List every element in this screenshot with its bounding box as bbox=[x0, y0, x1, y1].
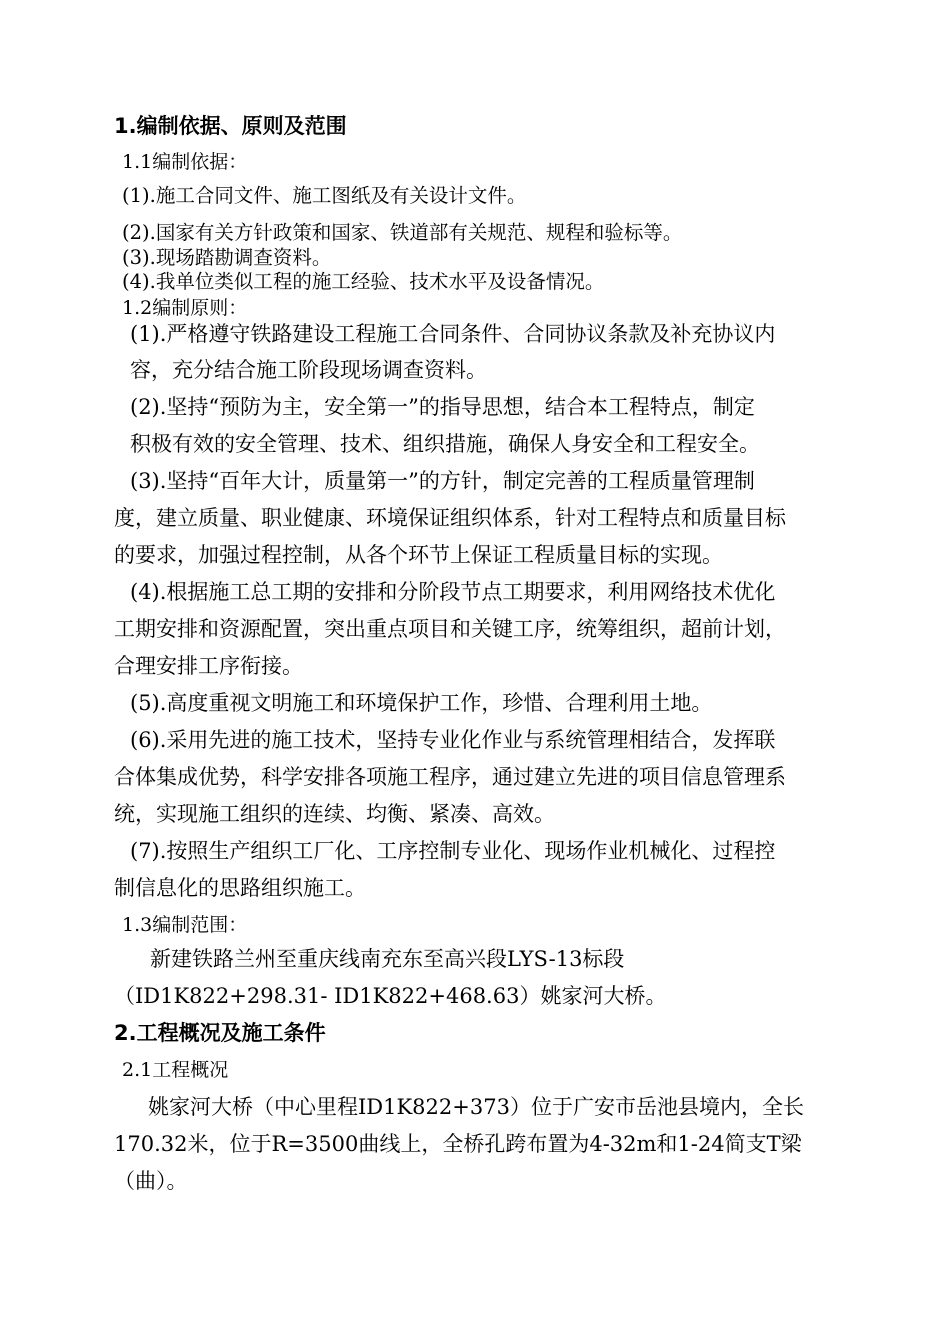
overview-line-2: 170.32米，位于R=3500曲线上，全桥孔跨布置为4-32m和1-24简支T梁 bbox=[114, 1132, 802, 1156]
section-1-3-heading: 1.3编制范围： bbox=[122, 914, 248, 936]
overview-line-1: 姚家河大桥（中心里程ID1K822+373）位于广安市岳池县境内，全长 bbox=[148, 1095, 804, 1119]
principle-3-line-1: (3).坚持“百年大计，质量第一”的方针，制定完善的工程质量管理制 bbox=[130, 469, 755, 493]
principle-1-line-1: (1).严格遵守铁路建设工程施工合同条件、合同协议条款及补充协议内 bbox=[130, 322, 776, 346]
principle-6-line-3: 统，实现施工组织的连续、均衡、紧凑、高效。 bbox=[114, 802, 555, 826]
principle-5-line-1: (5).高度重视文明施工和环境保护工作，珍惜、合理利用土地。 bbox=[130, 691, 713, 715]
principle-4-line-2: 工期安排和资源配置，突出重点项目和关键工序，统筹组织，超前计划， bbox=[114, 617, 786, 641]
overview-line-3: （曲）。 bbox=[114, 1169, 188, 1193]
section-1-2-heading: 1.2编制原则： bbox=[122, 297, 248, 319]
principle-7-line-1: (7).按照生产组织工厂化、工序控制专业化、现场作业机械化、过程控 bbox=[130, 839, 776, 863]
section-2-1-heading: 2.1工程概况 bbox=[122, 1059, 229, 1081]
principle-2-line-2: 积极有效的安全管理、技术、组织措施，确保人身安全和工程安全。 bbox=[130, 432, 760, 456]
section-1-1-heading: 1.1编制依据： bbox=[122, 151, 248, 173]
scope-line-1: 新建铁路兰州至重庆线南充东至高兴段LYS-13标段 bbox=[150, 947, 625, 971]
section-2-heading: 2.工程概况及施工条件 bbox=[114, 1021, 326, 1045]
principle-4-line-1: (4).根据施工总工期的安排和分阶段节点工期要求，利用网络技术优化 bbox=[130, 580, 776, 604]
basis-item-4: (4).我单位类似工程的施工经验、技术水平及设备情况。 bbox=[122, 270, 605, 293]
basis-item-3: (3).现场踏勘调查资料。 bbox=[122, 246, 332, 269]
principle-1-line-2: 容，充分结合施工阶段现场调查资料。 bbox=[130, 358, 487, 382]
scope-line-2: （ID1K822+298.31- ID1K822+468.63）姚家河大桥。 bbox=[114, 984, 667, 1008]
principle-7-line-2: 制信息化的思路组织施工。 bbox=[114, 876, 366, 900]
section-1-heading: 1.编制依据、原则及范围 bbox=[114, 114, 347, 138]
basis-item-2: (2).国家有关方针政策和国家、铁道部有关规范、规程和验标等。 bbox=[122, 221, 683, 244]
principle-4-line-3: 合理安排工序衔接。 bbox=[114, 654, 303, 678]
basis-item-1: (1).施工合同文件、施工图纸及有关设计文件。 bbox=[122, 184, 527, 207]
principle-3-line-3: 的要求，加强过程控制，从各个环节上保证工程质量目标的实现。 bbox=[114, 543, 723, 567]
principle-6-line-2: 合体集成优势，科学安排各项施工程序，通过建立先进的项目信息管理系 bbox=[114, 765, 786, 789]
principle-2-line-1: (2).坚持“预防为主，安全第一”的指导思想，结合本工程特点，制定 bbox=[130, 395, 755, 419]
principle-6-line-1: (6).采用先进的施工技术，坚持专业化作业与系统管理相结合，发挥联 bbox=[130, 728, 776, 752]
principle-3-line-2: 度，建立质量、职业健康、环境保证组织体系，针对工程特点和质量目标 bbox=[114, 506, 786, 530]
